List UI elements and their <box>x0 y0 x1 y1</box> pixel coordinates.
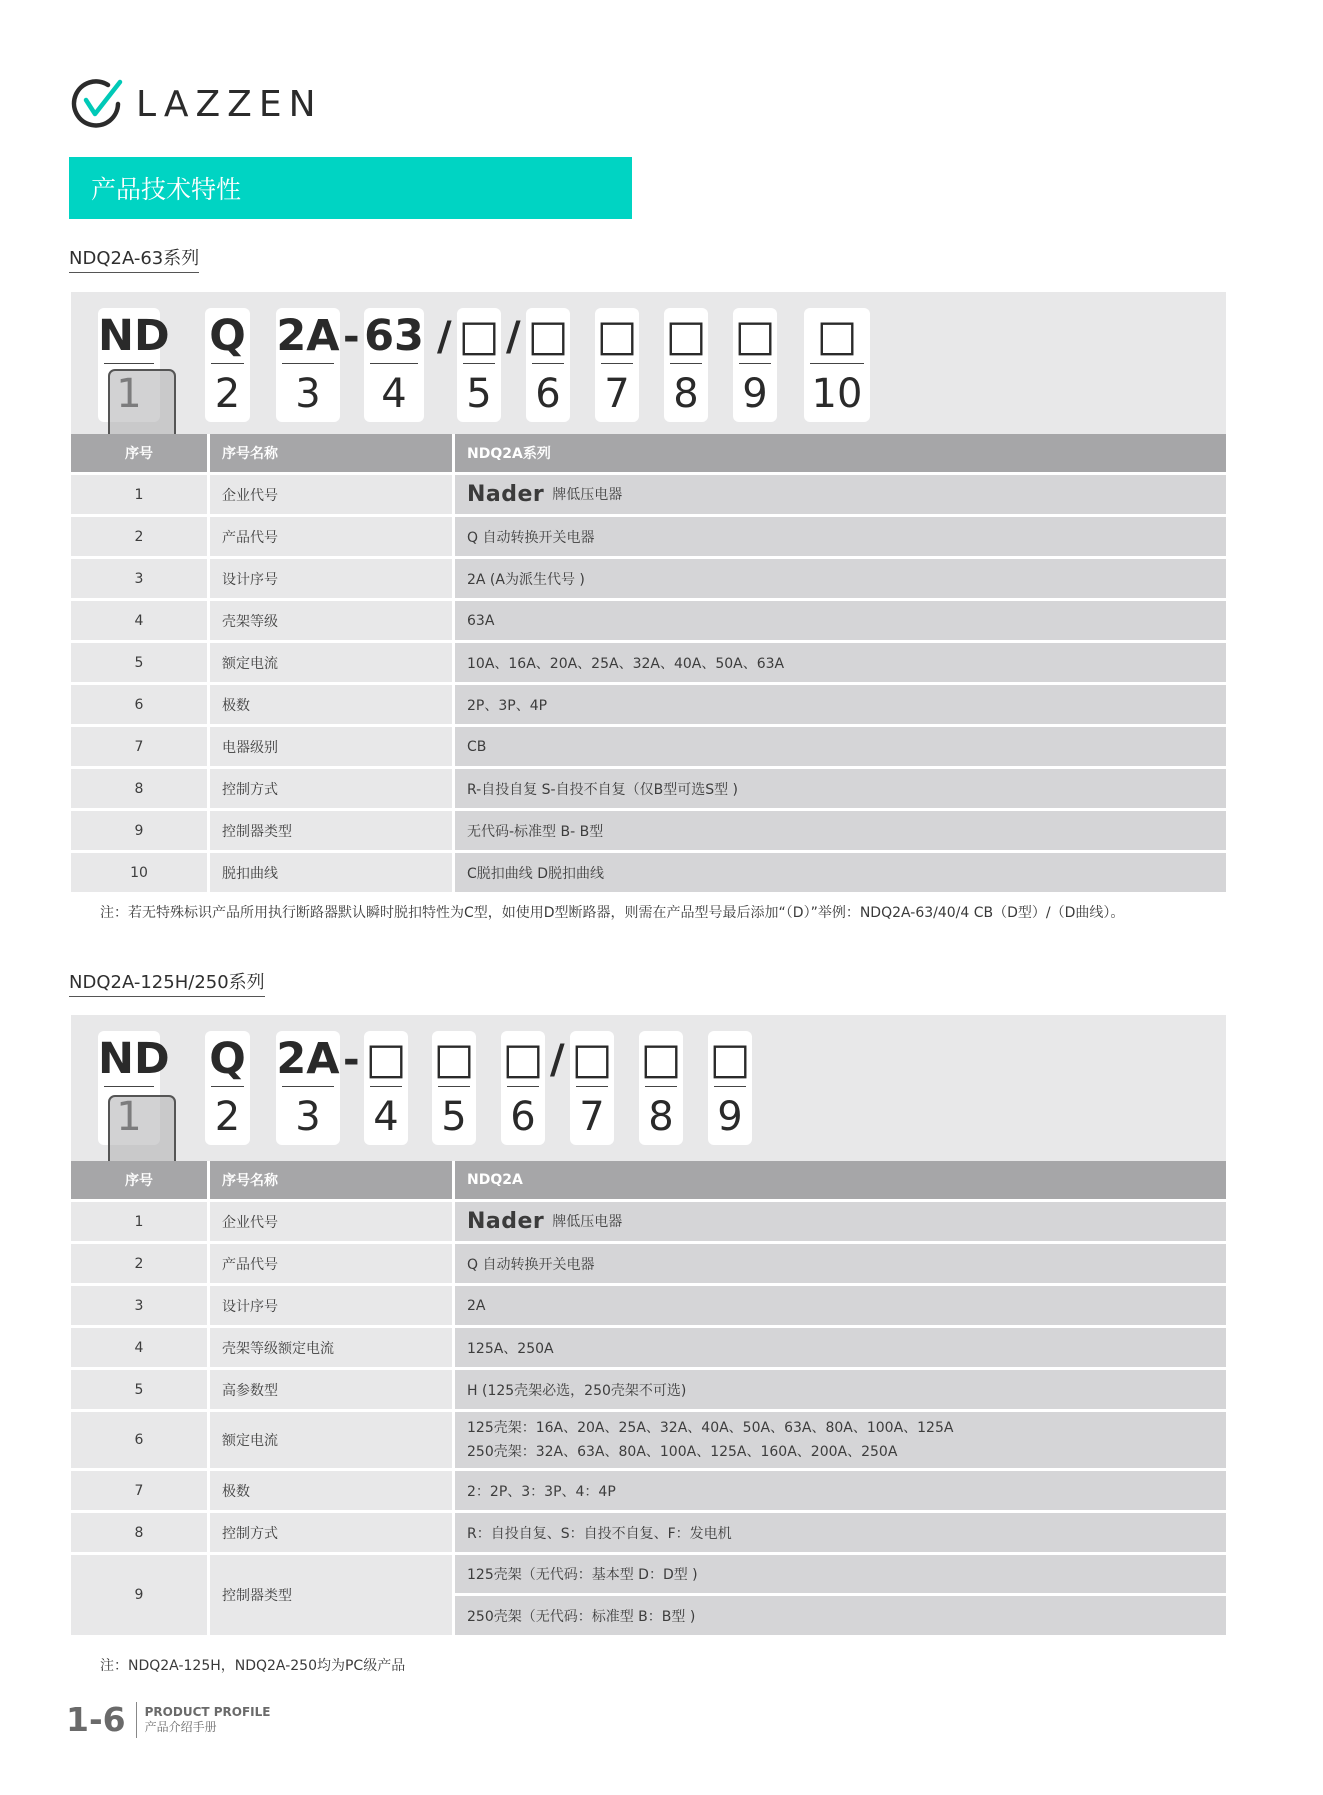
row-number: 3 <box>71 558 209 600</box>
code-underline <box>104 363 154 364</box>
row-value: 10A、16A、20A、25A、32A、40A、50A、63A <box>454 642 1227 684</box>
code-position-number: 10 <box>811 371 863 417</box>
row-value: 2P、3P、4P <box>454 684 1227 726</box>
code-position-number: 5 <box>466 371 492 417</box>
row-number: 4 <box>71 600 209 642</box>
row-number: 3 <box>71 1285 209 1327</box>
code-underline <box>211 1086 244 1087</box>
footer-caption <box>145 1705 271 1735</box>
model-code-diagram-63 <box>71 292 1226 434</box>
table-row <box>71 768 1226 810</box>
code-part-6 <box>501 1031 545 1145</box>
code-underline <box>463 363 495 364</box>
code-symbol: □ <box>365 1034 407 1084</box>
page-number: 1-6 <box>66 1700 126 1739</box>
code-position-number: 7 <box>604 371 630 417</box>
code-symbol: 2A <box>276 1034 340 1084</box>
row-number: 1 <box>71 1201 209 1243</box>
code-position-number: 3 <box>295 1094 321 1140</box>
row-value <box>454 1411 1227 1470</box>
code-symbol: □ <box>458 311 500 361</box>
row-value: 125A、250A <box>454 1327 1227 1369</box>
footer-line1: PRODUCT PROFILE <box>144 1704 271 1719</box>
code-symbol: □ <box>640 1034 682 1084</box>
row-value: C脱扣曲线 D脱扣曲线 <box>454 852 1227 894</box>
code-symbol: Q <box>209 311 246 361</box>
row-name: 产品代号 <box>209 1243 454 1285</box>
row-value: Q 自动转换开关电器 <box>454 516 1227 558</box>
code-symbol: □ <box>709 1034 751 1084</box>
code-underline <box>211 363 244 364</box>
code-part-2 <box>205 308 250 422</box>
row-value: 2A (A为派生代号 ) <box>454 558 1227 600</box>
code-symbol: 63 <box>364 311 424 361</box>
code-separator: / <box>506 314 521 360</box>
note-125-250: 注：NDQ2A-125H，NDQ2A-250均为PC级产品 <box>100 1658 406 1674</box>
note-63: 注：若无特殊标识产品所用执行断路器默认瞬时脱扣特性为C型，如使用D型断路器，则需在产品型号最后添加“（D）”举例：NDQ2A-63/40/4 CB（D型）/（D曲线）。 <box>100 905 1125 921</box>
code-symbol: □ <box>502 1034 544 1084</box>
code-position-number: 9 <box>717 1094 743 1140</box>
code-separator: - <box>343 314 360 360</box>
table-row <box>71 516 1226 558</box>
code-part-3 <box>276 1031 340 1145</box>
code-symbol: □ <box>433 1034 475 1084</box>
row-name: 企业代号 <box>209 474 454 516</box>
code-underline <box>645 1086 677 1087</box>
row-name: 极数 <box>209 1470 454 1512</box>
code-position-number: 4 <box>381 371 407 417</box>
table-row <box>71 474 1226 516</box>
table-row <box>71 1554 1226 1595</box>
table-header-row <box>71 434 1226 474</box>
code-underline <box>282 363 334 364</box>
spec-table-125-250 <box>71 1161 1226 1638</box>
spec-table-63 <box>71 434 1226 895</box>
code-symbol: ND <box>98 311 170 361</box>
row-number: 7 <box>71 726 209 768</box>
row-number: 2 <box>71 1243 209 1285</box>
code-symbol: ND <box>98 1034 170 1084</box>
code-position-number: 2 <box>214 1094 241 1140</box>
code-position-number: 4 <box>373 1094 399 1140</box>
row-value <box>454 474 1227 516</box>
row-value: 125壳架（无代码：基本型 D：D型 ) <box>454 1554 1227 1595</box>
code-underline <box>601 363 633 364</box>
column-header: NDQ2A系列 <box>454 434 1227 474</box>
code-part-6 <box>526 308 570 422</box>
row-name: 控制器类型 <box>209 810 454 852</box>
row-number: 10 <box>71 852 209 894</box>
row-number: 5 <box>71 642 209 684</box>
row-number: 9 <box>71 1554 209 1637</box>
row-number: 1 <box>71 474 209 516</box>
code-underline <box>714 1086 746 1087</box>
code-position-number: 9 <box>742 371 768 417</box>
row-number: 6 <box>71 684 209 726</box>
code-symbol: □ <box>596 311 638 361</box>
series-title-63: NDQ2A-63系列 <box>69 244 199 273</box>
code-part-3 <box>276 308 340 422</box>
code-symbol: Q <box>209 1034 246 1084</box>
column-header: 序号名称 <box>209 1161 454 1201</box>
row-value: H (125壳架必选，250壳架不可选) <box>454 1369 1227 1411</box>
model-code-diagram-125-250 <box>71 1015 1226 1161</box>
code-separator: / <box>550 1037 565 1083</box>
row-name: 额定电流 <box>209 642 454 684</box>
series-title-125-250: NDQ2A-125H/250系列 <box>69 968 265 997</box>
row-number: 9 <box>71 810 209 852</box>
row-number: 6 <box>71 1411 209 1470</box>
table-row <box>71 1243 1226 1285</box>
value-line: 250壳架：32A、63A、80A、100A、125A、160A、200A、250A <box>467 1444 898 1460</box>
row-value: R：自投自复、S：自投不自复、F：发电机 <box>454 1512 1227 1554</box>
table-row <box>71 642 1226 684</box>
code-part-7 <box>595 308 639 422</box>
row-value: R-自投自复 S-自投不自复（仅B型可选S型 ) <box>454 768 1227 810</box>
code-underline <box>507 1086 539 1087</box>
row-name: 额定电流 <box>209 1411 454 1470</box>
value-line: 125壳架：16A、20A、25A、32A、40A、50A、63A、80A、100A、125A <box>467 1420 954 1436</box>
code-symbol: □ <box>665 311 707 361</box>
column-header: 序号 <box>71 434 209 474</box>
code-symbol: 2A <box>276 311 340 361</box>
code-symbol: □ <box>816 311 858 361</box>
code-underline <box>670 363 702 364</box>
row-name: 控制器类型 <box>209 1554 454 1637</box>
row-number: 8 <box>71 768 209 810</box>
code-position-number: 7 <box>579 1094 605 1140</box>
row-name: 产品代号 <box>209 516 454 558</box>
column-header: NDQ2A <box>454 1161 1227 1201</box>
code-part-9 <box>733 308 777 422</box>
code-underline <box>576 1086 608 1087</box>
code-underline <box>810 363 864 364</box>
brand-name: LAZZEN <box>136 83 323 125</box>
code-part-9 <box>708 1031 752 1145</box>
row-name: 设计序号 <box>209 1285 454 1327</box>
code-symbol: □ <box>734 311 776 361</box>
footer-divider <box>136 1702 137 1738</box>
code-part-8 <box>664 308 708 422</box>
table-row <box>71 1285 1226 1327</box>
row-value: 63A <box>454 600 1227 642</box>
page-footer <box>66 1700 270 1739</box>
nader-logo: Nader <box>467 482 545 507</box>
code-position-number: 2 <box>214 371 241 417</box>
row-name: 设计序号 <box>209 558 454 600</box>
code-separator: - <box>343 1037 360 1083</box>
code-position-number: 8 <box>648 1094 674 1140</box>
table-row <box>71 726 1226 768</box>
row-value: 无代码-标准型 B- B型 <box>454 810 1227 852</box>
row-value: 250壳架（无代码：标准型 B：B型 ) <box>454 1595 1227 1637</box>
row-value: CB <box>454 726 1227 768</box>
code-underline <box>438 1086 470 1087</box>
nader-logo: Nader <box>467 1209 545 1234</box>
table-row <box>71 810 1226 852</box>
row-number: 5 <box>71 1369 209 1411</box>
row-number: 8 <box>71 1512 209 1554</box>
row-name: 壳架等级 <box>209 600 454 642</box>
code-part-4 <box>364 1031 408 1145</box>
column-header: 序号 <box>71 1161 209 1201</box>
code-underline <box>370 363 418 364</box>
row-value <box>454 1201 1227 1243</box>
table-row <box>71 558 1226 600</box>
lazzen-circle-check-icon <box>68 76 124 132</box>
table-row <box>71 1411 1226 1470</box>
row-name: 企业代号 <box>209 1201 454 1243</box>
code-part-5 <box>432 1031 476 1145</box>
section-banner <box>69 157 632 219</box>
code-position-number: 6 <box>510 1094 536 1140</box>
value-text: 牌低压电器 <box>552 487 623 503</box>
code-underline <box>739 363 771 364</box>
code-symbol: □ <box>527 311 569 361</box>
table-row <box>71 1327 1226 1369</box>
row-number: 2 <box>71 516 209 558</box>
code-underline <box>532 363 564 364</box>
code-part-8 <box>639 1031 683 1145</box>
code-part-7 <box>570 1031 614 1145</box>
row-name: 电器级别 <box>209 726 454 768</box>
code-part-4 <box>364 308 424 422</box>
code-underline <box>104 1086 154 1087</box>
table-header-row <box>71 1161 1226 1201</box>
row-value: 2：2P、3：3P、4：4P <box>454 1470 1227 1512</box>
code-underline <box>282 1086 334 1087</box>
code-position-number: 6 <box>535 371 561 417</box>
table-row <box>71 1369 1226 1411</box>
value-text: 牌低压电器 <box>552 1214 623 1230</box>
row-name: 脱扣曲线 <box>209 852 454 894</box>
code-underline <box>370 1086 402 1087</box>
brand-logo <box>68 76 323 132</box>
row-name: 极数 <box>209 684 454 726</box>
code-part-5 <box>457 308 501 422</box>
code-symbol: □ <box>571 1034 613 1084</box>
table-row <box>71 1470 1226 1512</box>
row-number: 7 <box>71 1470 209 1512</box>
row-name: 控制方式 <box>209 768 454 810</box>
banner-title: 产品技术特性 <box>91 175 242 204</box>
table-row <box>71 600 1226 642</box>
footer-line2: 产品介绍手册 <box>144 1719 217 1734</box>
row-number: 4 <box>71 1327 209 1369</box>
row-name: 壳架等级额定电流 <box>209 1327 454 1369</box>
code-part-2 <box>205 1031 250 1145</box>
table-row <box>71 852 1226 894</box>
row-value: Q 自动转换开关电器 <box>454 1243 1227 1285</box>
code-separator: / <box>437 314 452 360</box>
table-row <box>71 1201 1226 1243</box>
row-name: 控制方式 <box>209 1512 454 1554</box>
column-header: 序号名称 <box>209 434 454 474</box>
row-value: 2A <box>454 1285 1227 1327</box>
code-part-10 <box>804 308 870 422</box>
table-row <box>71 1512 1226 1554</box>
code-position-number: 3 <box>295 371 321 417</box>
table-row <box>71 684 1226 726</box>
row-name: 高参数型 <box>209 1369 454 1411</box>
code-position-number: 5 <box>441 1094 467 1140</box>
code-position-number: 8 <box>673 371 699 417</box>
